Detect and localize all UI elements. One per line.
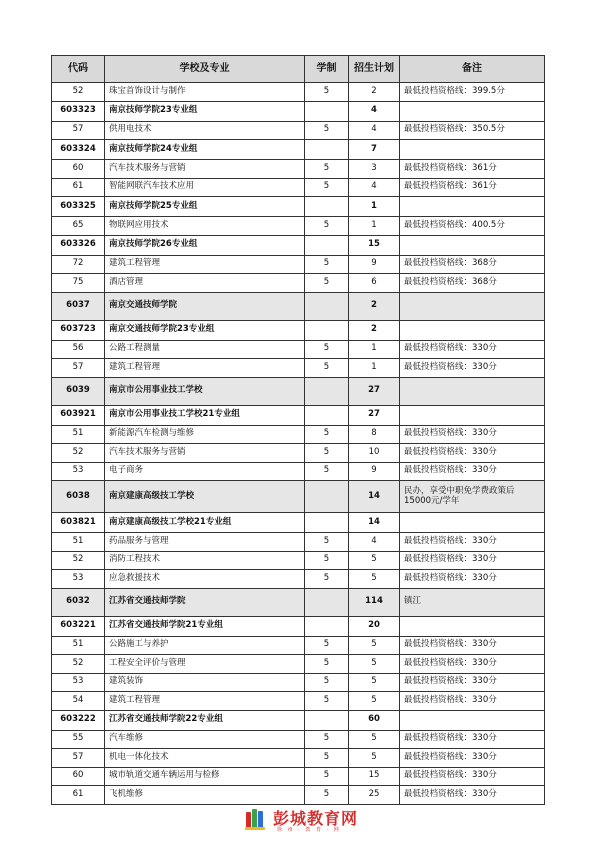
cell-name: 药品服务与管理	[105, 533, 305, 552]
cell-note	[400, 101, 545, 121]
cell-note	[400, 235, 545, 255]
cell-years: 5	[305, 178, 349, 197]
cell-note: 最低投档资格线：330分	[400, 570, 545, 589]
cell-name: 南京技师学院25专业组	[105, 197, 305, 217]
table-row	[52, 160, 545, 179]
table-row	[52, 655, 545, 674]
table-header-row	[52, 56, 545, 83]
cell-name: 南京建康高级技工学校	[105, 481, 305, 513]
table-row	[52, 570, 545, 589]
cell-name: 飞机维修	[105, 786, 305, 805]
cell-code: 52	[52, 551, 105, 570]
cell-name: 南京交通技师学院23专业组	[105, 320, 305, 340]
cell-name: 江苏省交通技师学院	[105, 588, 305, 616]
school-row	[52, 292, 545, 320]
cell-code: 6032	[52, 588, 105, 616]
cell-plan: 9	[349, 462, 400, 481]
cell-years	[305, 140, 349, 160]
cell-plan: 1	[349, 197, 400, 217]
cell-plan: 9	[349, 255, 400, 274]
cell-years: 5	[305, 83, 349, 102]
group-row	[52, 405, 545, 425]
cell-name: 江苏省交通技师学院21专业组	[105, 616, 305, 636]
cell-years	[305, 235, 349, 255]
cell-note: 最低投档资格线：330分	[400, 749, 545, 768]
cell-plan: 114	[349, 588, 400, 616]
cell-code: 55	[52, 730, 105, 749]
cell-years: 5	[305, 692, 349, 711]
cell-plan: 5	[349, 749, 400, 768]
cell-code: 603821	[52, 513, 105, 533]
cell-note: 最低投档资格线：330分	[400, 730, 545, 749]
cell-code: 603326	[52, 235, 105, 255]
cell-note	[400, 513, 545, 533]
cell-years: 5	[305, 767, 349, 786]
group-row	[52, 197, 545, 217]
cell-code: 6038	[52, 481, 105, 513]
cell-name: 建筑装饰	[105, 673, 305, 692]
cell-plan: 4	[349, 121, 400, 140]
table-row	[52, 767, 545, 786]
table-row	[52, 444, 545, 463]
cell-code: 603324	[52, 140, 105, 160]
cell-name: 南京市公用事业技工学校21专业组	[105, 405, 305, 425]
header-school: 学校及专业	[105, 56, 305, 83]
cell-code: 603323	[52, 101, 105, 121]
table-row	[52, 533, 545, 552]
cell-years: 5	[305, 786, 349, 805]
table-row	[52, 730, 545, 749]
cell-name: 公路工程测量	[105, 340, 305, 359]
table-row	[52, 255, 545, 274]
cell-plan: 1	[349, 340, 400, 359]
cell-code: 52	[52, 83, 105, 102]
cell-plan: 4	[349, 178, 400, 197]
cell-name: 南京市公用事业技工学校	[105, 377, 305, 405]
group-row	[52, 616, 545, 636]
cell-years	[305, 588, 349, 616]
cell-plan: 5	[349, 551, 400, 570]
cell-years: 5	[305, 255, 349, 274]
cell-name: 汽车维修	[105, 730, 305, 749]
table-row	[52, 274, 545, 293]
cell-note: 最低投档资格线：399.5分	[400, 83, 545, 102]
watermark-text: 彭城教育网	[273, 809, 359, 828]
cell-years: 5	[305, 636, 349, 655]
cell-code: 603723	[52, 320, 105, 340]
table-row	[52, 551, 545, 570]
cell-name: 供用电技术	[105, 121, 305, 140]
table-row	[52, 462, 545, 481]
cell-code: 65	[52, 217, 105, 236]
cell-plan: 14	[349, 481, 400, 513]
cell-years: 5	[305, 359, 349, 378]
cell-note: 最低投档资格线：330分	[400, 692, 545, 711]
cell-code: 6039	[52, 377, 105, 405]
cell-note	[400, 292, 545, 320]
cell-code: 53	[52, 570, 105, 589]
cell-name: 南京交通技师学院	[105, 292, 305, 320]
cell-note: 最低投档资格线：330分	[400, 462, 545, 481]
cell-years: 5	[305, 217, 349, 236]
cell-name: 建筑工程管理	[105, 692, 305, 711]
cell-code: 6037	[52, 292, 105, 320]
cell-code: 603221	[52, 616, 105, 636]
cell-years	[305, 197, 349, 217]
cell-code: 57	[52, 121, 105, 140]
cell-years	[305, 710, 349, 730]
cell-name: 工程安全评价与管理	[105, 655, 305, 674]
cell-plan: 25	[349, 786, 400, 805]
cell-name: 汽车技术服务与营销	[105, 444, 305, 463]
cell-years: 5	[305, 160, 349, 179]
cell-plan: 5	[349, 570, 400, 589]
cell-years: 5	[305, 551, 349, 570]
cell-note	[400, 197, 545, 217]
cell-years: 5	[305, 121, 349, 140]
cell-note: 最低投档资格线：330分	[400, 786, 545, 805]
school-row	[52, 588, 545, 616]
cell-plan: 2	[349, 292, 400, 320]
cell-note	[400, 405, 545, 425]
cell-plan: 2	[349, 320, 400, 340]
cell-note: 最低投档资格线：330分	[400, 533, 545, 552]
cell-plan: 27	[349, 405, 400, 425]
header-code: 代码	[52, 56, 105, 83]
cell-name: 建筑工程管理	[105, 255, 305, 274]
cell-plan: 10	[349, 444, 400, 463]
cell-plan: 1	[349, 217, 400, 236]
cell-years: 5	[305, 673, 349, 692]
cell-code: 53	[52, 462, 105, 481]
cell-years	[305, 101, 349, 121]
book-icon	[243, 806, 269, 832]
cell-note: 最低投档资格线：330分	[400, 551, 545, 570]
header-years: 学制	[305, 56, 349, 83]
table-row	[52, 340, 545, 359]
cell-code: 603921	[52, 405, 105, 425]
cell-code: 57	[52, 749, 105, 768]
cell-plan: 5	[349, 673, 400, 692]
cell-note: 最低投档资格线：330分	[400, 636, 545, 655]
cell-name: 南京建康高级技工学校21专业组	[105, 513, 305, 533]
cell-code: 60	[52, 160, 105, 179]
cell-years: 5	[305, 425, 349, 444]
cell-plan: 15	[349, 767, 400, 786]
table-row	[52, 425, 545, 444]
cell-years: 5	[305, 570, 349, 589]
cell-note: 最低投档资格线：330分	[400, 767, 545, 786]
cell-years: 5	[305, 462, 349, 481]
cell-note: 最低投档资格线：350.5分	[400, 121, 545, 140]
cell-code: 603222	[52, 710, 105, 730]
watermark-logo	[243, 804, 373, 836]
cell-plan: 6	[349, 274, 400, 293]
cell-years	[305, 292, 349, 320]
cell-plan: 4	[349, 101, 400, 121]
table-row	[52, 178, 545, 197]
cell-years	[305, 320, 349, 340]
cell-name: 应急救援技术	[105, 570, 305, 589]
cell-note	[400, 320, 545, 340]
cell-plan: 5	[349, 655, 400, 674]
cell-years	[305, 377, 349, 405]
group-row	[52, 235, 545, 255]
cell-years: 5	[305, 749, 349, 768]
cell-plan: 2	[349, 83, 400, 102]
cell-note: 最低投档资格线：400.5分	[400, 217, 545, 236]
cell-plan: 7	[349, 140, 400, 160]
cell-code: 53	[52, 673, 105, 692]
cell-code: 54	[52, 692, 105, 711]
cell-note	[400, 710, 545, 730]
cell-name: 江苏省交通技师学院22专业组	[105, 710, 305, 730]
cell-name: 珠宝首饰设计与制作	[105, 83, 305, 102]
cell-note	[400, 377, 545, 405]
table-row	[52, 217, 545, 236]
cell-plan: 4	[349, 533, 400, 552]
cell-code: 60	[52, 767, 105, 786]
cell-plan: 3	[349, 160, 400, 179]
cell-note	[400, 140, 545, 160]
cell-note: 最低投档资格线：368分	[400, 274, 545, 293]
cell-name: 城市轨道交通车辆运用与检修	[105, 767, 305, 786]
cell-plan: 20	[349, 616, 400, 636]
cell-code: 603325	[52, 197, 105, 217]
cell-code: 72	[52, 255, 105, 274]
school-row	[52, 377, 545, 405]
cell-note: 民办，享受中职免学费政策后15000元/学年	[400, 481, 545, 513]
cell-plan: 1	[349, 359, 400, 378]
cell-years: 5	[305, 444, 349, 463]
cell-name: 南京技师学院23专业组	[105, 101, 305, 121]
cell-plan: 5	[349, 636, 400, 655]
table-row	[52, 121, 545, 140]
group-row	[52, 513, 545, 533]
admission-table	[51, 55, 545, 805]
cell-note: 最低投档资格线：330分	[400, 444, 545, 463]
cell-code: 61	[52, 178, 105, 197]
table-row	[52, 749, 545, 768]
table-row	[52, 786, 545, 805]
cell-name: 物联网应用技术	[105, 217, 305, 236]
cell-name: 公路施工与养护	[105, 636, 305, 655]
group-row	[52, 140, 545, 160]
cell-note	[400, 616, 545, 636]
cell-note: 最低投档资格线：330分	[400, 655, 545, 674]
table-body	[52, 83, 545, 805]
cell-code: 51	[52, 636, 105, 655]
cell-name: 机电一体化技术	[105, 749, 305, 768]
cell-name: 电子商务	[105, 462, 305, 481]
cell-plan: 8	[349, 425, 400, 444]
cell-note: 最低投档资格线：361分	[400, 178, 545, 197]
cell-name: 智能网联汽车技术应用	[105, 178, 305, 197]
cell-years: 5	[305, 533, 349, 552]
cell-code: 75	[52, 274, 105, 293]
cell-years: 5	[305, 274, 349, 293]
cell-note: 最低投档资格线：330分	[400, 425, 545, 444]
cell-years	[305, 616, 349, 636]
cell-note: 最低投档资格线：330分	[400, 340, 545, 359]
cell-code: 51	[52, 425, 105, 444]
table-row	[52, 692, 545, 711]
cell-code: 61	[52, 786, 105, 805]
admission-table-container	[51, 55, 544, 805]
cell-name: 酒店管理	[105, 274, 305, 293]
cell-name: 汽车技术服务与营销	[105, 160, 305, 179]
cell-plan: 27	[349, 377, 400, 405]
cell-name: 南京技师学院24专业组	[105, 140, 305, 160]
cell-note: 最低投档资格线：368分	[400, 255, 545, 274]
cell-code: 56	[52, 340, 105, 359]
cell-name: 新能源汽车检测与维修	[105, 425, 305, 444]
cell-note: 最低投档资格线：330分	[400, 359, 545, 378]
cell-plan: 5	[349, 692, 400, 711]
cell-years: 5	[305, 730, 349, 749]
table-row	[52, 83, 545, 102]
cell-years	[305, 481, 349, 513]
cell-name: 消防工程技术	[105, 551, 305, 570]
cell-years: 5	[305, 655, 349, 674]
cell-note: 镇江	[400, 588, 545, 616]
header-plan: 招生计划	[349, 56, 400, 83]
cell-years	[305, 513, 349, 533]
cell-note: 最低投档资格线：330分	[400, 673, 545, 692]
cell-plan: 5	[349, 730, 400, 749]
cell-code: 52	[52, 655, 105, 674]
cell-years: 5	[305, 340, 349, 359]
table-row	[52, 636, 545, 655]
cell-code: 51	[52, 533, 105, 552]
cell-code: 57	[52, 359, 105, 378]
header-note: 备注	[400, 56, 545, 83]
cell-plan: 15	[349, 235, 400, 255]
cell-name: 南京技师学院26专业组	[105, 235, 305, 255]
table-row	[52, 359, 545, 378]
watermark-subtext: 徐 州 · 教 育 · 网	[277, 827, 341, 833]
cell-name: 建筑工程管理	[105, 359, 305, 378]
cell-code: 52	[52, 444, 105, 463]
group-row	[52, 710, 545, 730]
cell-years	[305, 405, 349, 425]
school-row	[52, 481, 545, 513]
table-row	[52, 673, 545, 692]
cell-plan: 60	[349, 710, 400, 730]
cell-plan: 14	[349, 513, 400, 533]
cell-note: 最低投档资格线：361分	[400, 160, 545, 179]
group-row	[52, 320, 545, 340]
group-row	[52, 101, 545, 121]
